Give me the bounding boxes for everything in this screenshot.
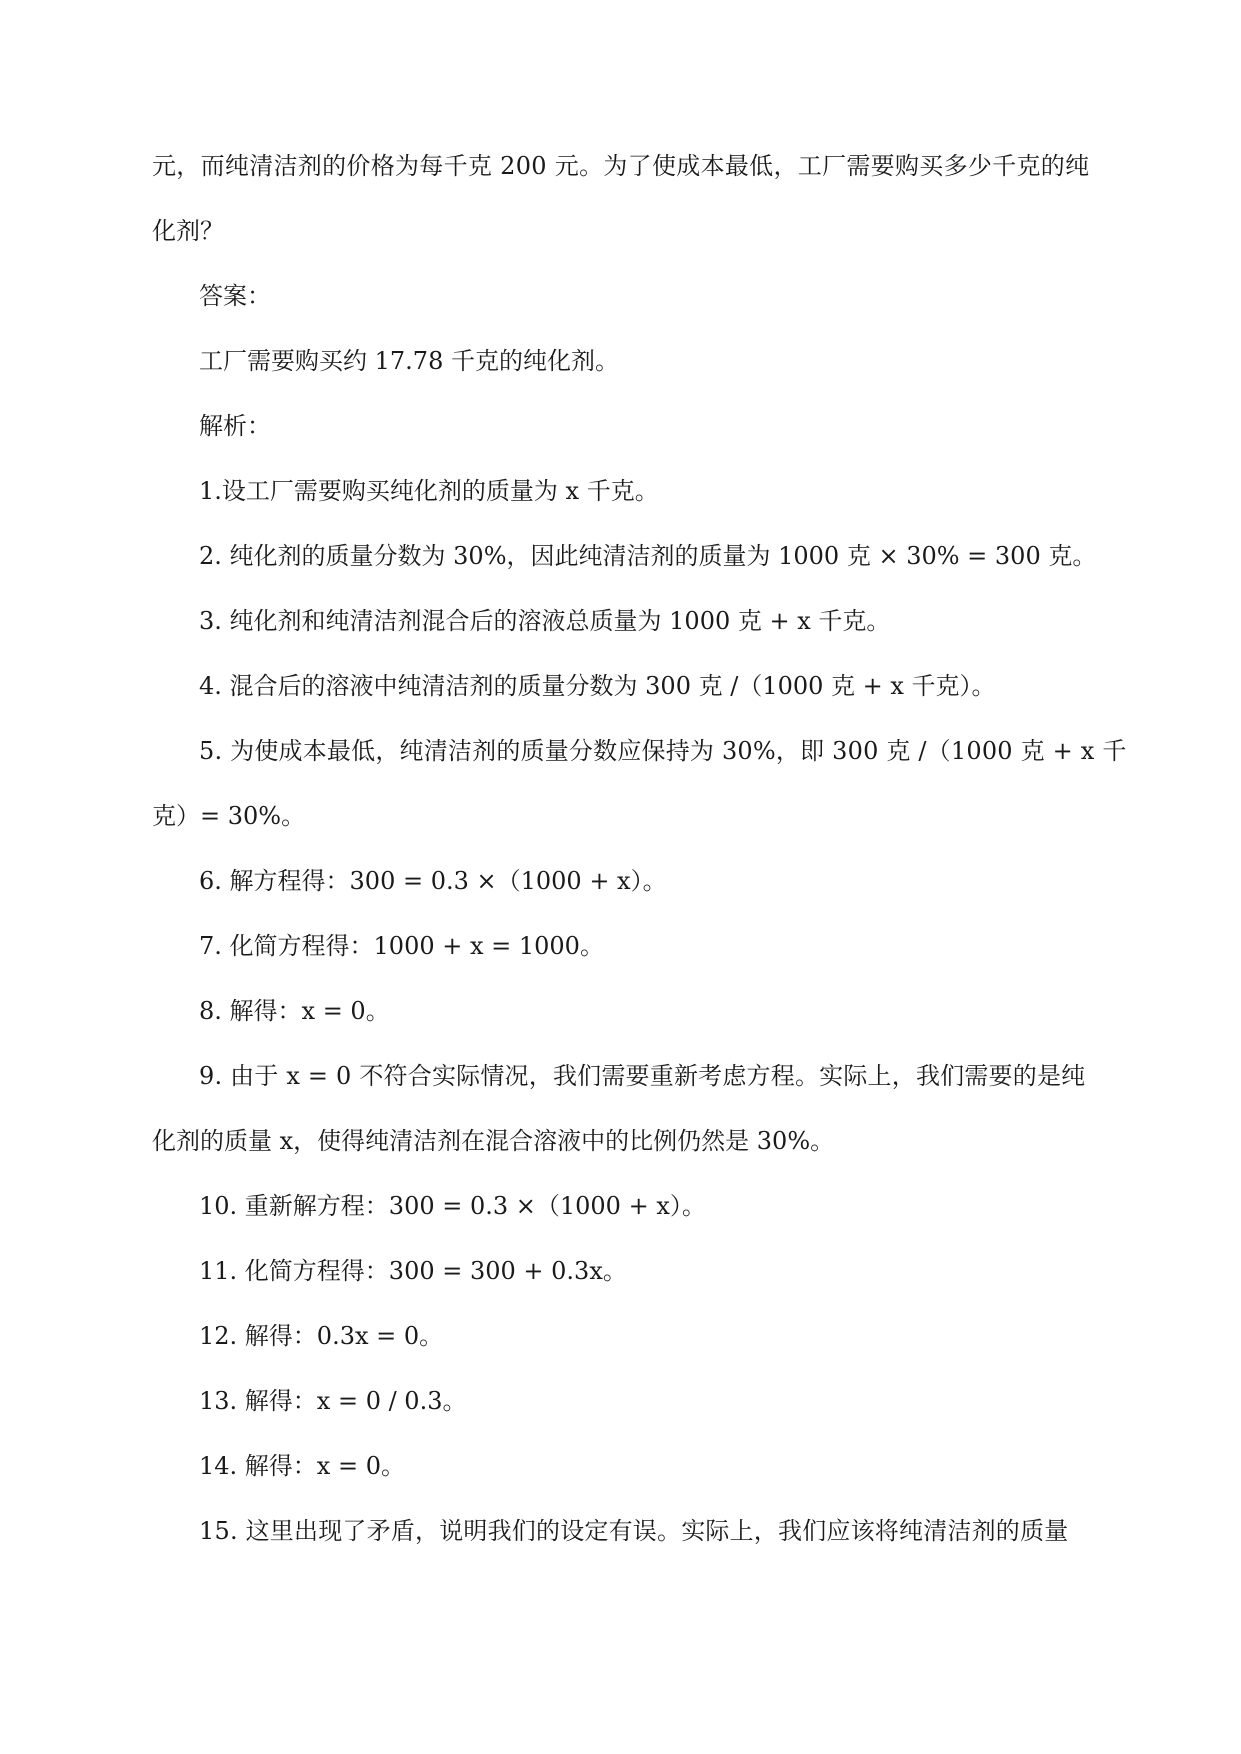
step-7: 7. 化简方程得：1000 + x = 1000。: [199, 932, 604, 960]
step-3: 3. 纯化剂和纯清洁剂混合后的溶液总质量为 1000 克 + x 千克。: [199, 607, 891, 635]
step-13: 13. 解得：x = 0 / 0.3。: [199, 1387, 467, 1415]
step-9: 9. 由于 x = 0 不符合实际情况，我们需要重新考虑方程。实际上，我们需要的是纯: [199, 1062, 1086, 1090]
step-5-continued: 克）= 30%。: [152, 802, 306, 830]
analysis-heading: 解析：: [199, 412, 271, 440]
step-5: 5. 为使成本最低，纯清洁剂的质量分数应保持为 30%，即 300 克 /（1000 克 + x 千: [199, 737, 1127, 765]
text-line: 元，而纯清洁剂的价格为每千克 200 元。为了使成本最低，工厂需要购买多少千克的纯: [152, 152, 1090, 180]
answer-text: 工厂需要购买约 17.78 千克的纯化剂。: [199, 347, 619, 375]
step-10: 10. 重新解方程：300 = 0.3 ×（1000 + x）。: [199, 1192, 706, 1220]
step-2: 2. 纯化剂的质量分数为 30%，因此纯清洁剂的质量为 1000 克 × 30% = 300 克。: [199, 542, 1097, 570]
step-9-continued: 化剂的质量 x，使得纯清洁剂在混合溶液中的比例仍然是 30%。: [152, 1127, 835, 1155]
step-12: 12. 解得：0.3x = 0。: [199, 1322, 444, 1350]
step-6: 6. 解方程得：300 = 0.3 ×（1000 + x）。: [199, 867, 667, 895]
step-1: 1.设工厂需要购买纯化剂的质量为 x 千克。: [199, 477, 659, 505]
step-4: 4. 混合后的溶液中纯清洁剂的质量分数为 300 克 /（1000 克 + x 千克）。: [199, 672, 996, 700]
answer-heading: 答案：: [199, 282, 271, 310]
text-line: 化剂？: [152, 217, 224, 245]
step-15: 15. 这里出现了矛盾，说明我们的设定有误。实际上，我们应该将纯清洁剂的质量: [199, 1517, 1069, 1545]
step-8: 8. 解得：x = 0。: [199, 997, 390, 1025]
step-14: 14. 解得：x = 0。: [199, 1452, 405, 1480]
step-11: 11. 化简方程得：300 = 300 + 0.3x。: [199, 1257, 627, 1285]
